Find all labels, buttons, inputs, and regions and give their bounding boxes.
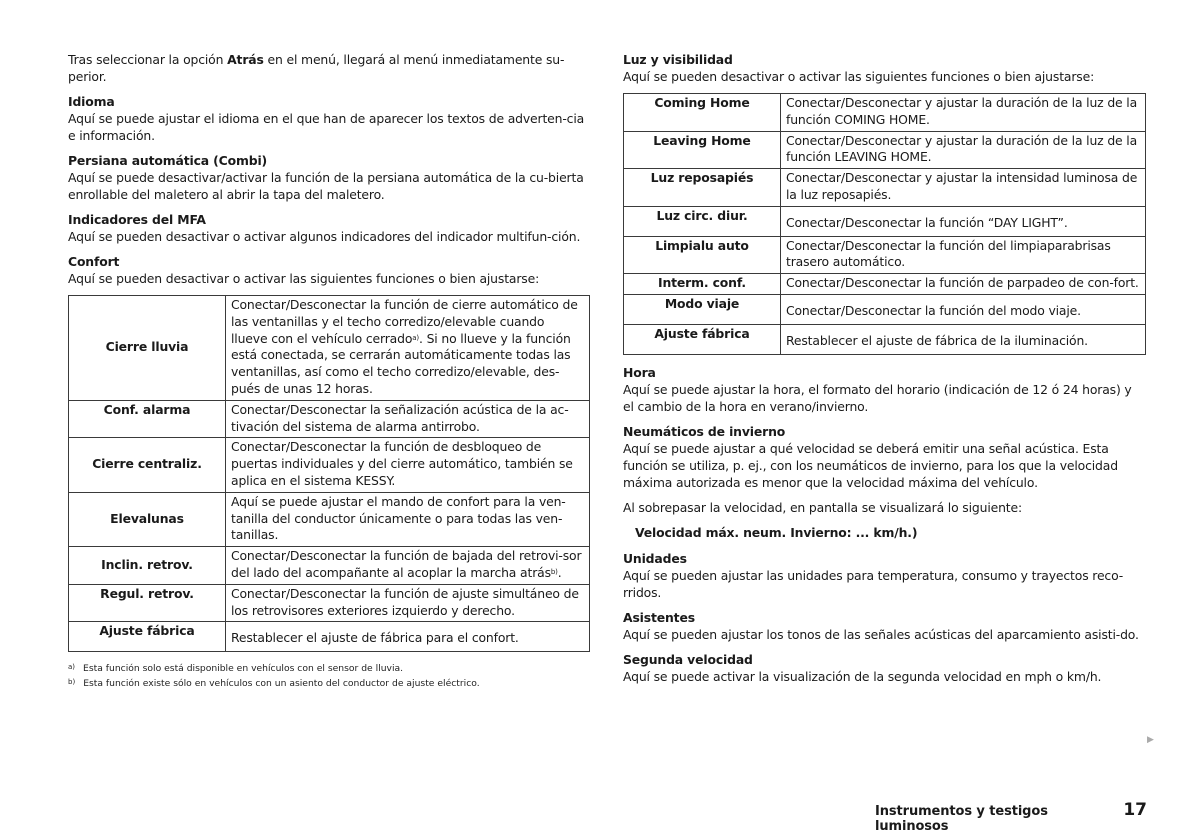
- table-value: Conectar/Desconectar la función del limpiaparabrisas trasero automático.: [781, 236, 1146, 274]
- table-key: Regul. retrov.: [69, 584, 226, 622]
- table-row: [69, 584, 590, 622]
- section-unidades: [623, 550, 1146, 601]
- table-row: [624, 294, 1146, 324]
- section-text: Aquí se pueden ajustar los tonos de las señales acústicas del aparcamiento asisti-do.: [623, 626, 1139, 642]
- section-mfa: [68, 211, 590, 245]
- section-neumaticos: [623, 423, 1146, 491]
- table-row: [69, 296, 590, 401]
- table-value: Conectar/Desconectar la función de parpadeo de con-fort.: [781, 274, 1146, 295]
- table-value: Conectar/Desconectar la señalización acústica de la ac-tivación del sistema de alarma antirrobo.: [226, 400, 590, 438]
- footnote-b: $^{b)}$ Esta función existe sólo en vehículos con un asiento del conductor de ajuste eléctrico.: [68, 678, 480, 690]
- page-footer: [875, 800, 1147, 834]
- section-heading: Indicadores del MFA: [68, 212, 206, 227]
- section-text: Aquí se pueden desactivar o activar algunos indicadores del indicador multifun-ción.: [68, 229, 581, 244]
- table-key: Cierre centraliz.: [69, 438, 226, 492]
- footnote-a: $^{a)}$ Esta función solo está disponible en vehículos con el sensor de lluvia.: [68, 663, 404, 675]
- section-text: Aquí se puede activar la visualización de la segunda velocidad en mph o km/h.: [623, 668, 1102, 684]
- table-key: Modo viaje: [624, 294, 781, 324]
- chapter-title: Instrumentos y testigos luminosos: [875, 804, 1048, 834]
- table-row: [624, 236, 1146, 274]
- section-text: Aquí se puede ajustar la hora, el formato del horario (indicación de 12 ó 24 horas) y el cambio de la hora en verano/invierno.: [623, 381, 1132, 414]
- table-key: Limpialu auto: [624, 236, 781, 274]
- table-row: [69, 400, 590, 438]
- section-heading: Unidades: [623, 550, 687, 566]
- section-text: Al sobrepasar la velocidad, en pantalla se visualizará lo siguiente:: [623, 499, 1022, 515]
- footnote-ref-a[interactable]: a): [412, 333, 420, 342]
- section-text: Aquí se puede ajustar el idioma en el que han de aparecer los textos de adverten-cia e información.: [68, 111, 585, 143]
- table-value: Conectar/Desconectar y ajustar la duración de la luz de la función LEAVING HOME.: [781, 131, 1146, 169]
- table-value: Conectar/Desconectar la función de bajada del retrovi-sor del lado del acompañante al acoplar la marcha atrás$^{b)}$.: [226, 547, 590, 585]
- table-key: Coming Home: [624, 94, 781, 132]
- section-segunda-velocidad: [623, 651, 1146, 685]
- table-row: [624, 94, 1146, 132]
- footnotes: [68, 661, 590, 691]
- table-key: Leaving Home: [624, 131, 781, 169]
- section-persiana: [68, 152, 590, 203]
- section-text: Aquí se pueden desactivar o activar las siguientes funciones o bien ajustarse:: [623, 69, 1095, 84]
- intro-paragraph: Tras seleccionar la opción Atrás en el menú, llegará al menú inmediatamente su-perior.: [68, 52, 565, 84]
- table-key: Conf. alarma: [69, 400, 226, 438]
- table-value: Conectar/Desconectar y ajustar la duración de la luz de la función COMING HOME.: [781, 94, 1146, 132]
- table-row: [624, 206, 1146, 236]
- table-key: Elevalunas: [69, 492, 226, 546]
- continue-arrow-icon: ▶: [1147, 735, 1154, 745]
- table-row: [624, 274, 1146, 295]
- table-row: [69, 547, 590, 585]
- section-text: Aquí se puede desactivar/activar la función de la persiana automática de la cu-bierta enrollable del maletero al abrir la tapa del maletero.: [68, 170, 584, 202]
- table-value: Conectar/Desconectar la función de cierre automático de las ventanillas y el techo corredizo/elevable cuando llueve con el vehículo cerrado$^{a)}$. Si no llueve y la función está conectada, se cerrarán automáticamente todas las ventanillas, así como el techo corredizo/elevable, des-pués de unas 12 horas.: [226, 296, 590, 401]
- section-text: Aquí se pueden ajustar las unidades para temperatura, consumo y trayectos reco-rridos.: [623, 567, 1124, 600]
- table-key: Luz reposapiés: [624, 169, 781, 207]
- section-heading: Hora: [623, 364, 656, 380]
- table-key: Ajuste fábrica: [69, 622, 226, 652]
- table-row: [69, 492, 590, 546]
- left-column: [68, 51, 590, 691]
- display-message: Velocidad máx. neum. Invierno: ... km/h.): [635, 524, 918, 540]
- section-heading: Segunda velocidad: [623, 651, 753, 667]
- footnote-ref-b[interactable]: b): [550, 567, 558, 576]
- table-key: Cierre lluvia: [69, 296, 226, 401]
- right-column: [623, 51, 1146, 693]
- section-confort: [68, 253, 590, 287]
- confort-table: [68, 295, 590, 652]
- section-heading: Persiana automática (Combi): [68, 153, 268, 168]
- section-hora: [623, 364, 1146, 415]
- table-key: Luz circ. diur.: [624, 206, 781, 236]
- table-key: Interm. conf.: [624, 274, 781, 295]
- page-number: 17: [1123, 800, 1147, 820]
- table-value: Conectar/Desconectar la función “DAY LIGHT”.: [781, 206, 1146, 236]
- section-text: Aquí se pueden desactivar o activar las siguientes funciones o bien ajustarse:: [68, 271, 540, 286]
- table-value: Conectar/Desconectar la función de ajuste simultáneo de los retrovisores exteriores izquierdo y derecho.: [226, 584, 590, 622]
- table-value: Aquí se puede ajustar el mando de confort para la ven-tanilla del conductor únicamente o para todas las ven-tanillas.: [226, 492, 590, 546]
- section-luz: [623, 51, 1146, 85]
- table-value: Conectar/Desconectar y ajustar la intensidad luminosa de la luz reposapiés.: [781, 169, 1146, 207]
- table-row: [69, 622, 590, 652]
- table-row: [624, 169, 1146, 207]
- table-row: [69, 438, 590, 492]
- table-value: Restablecer el ajuste de fábrica para el confort.: [226, 622, 590, 652]
- section-heading: Confort: [68, 254, 120, 269]
- section-text: Aquí se puede ajustar a qué velocidad se deberá emitir una señal acústica. Esta función se utiliza, p. ej., con los neumáticos de invierno, para los que la velocidad máxima autorizada es menor que la velocidad máxima del vehículo.: [623, 440, 1118, 490]
- table-value: Restablecer el ajuste de fábrica de la iluminación.: [781, 324, 1146, 354]
- section-heading: Asistentes: [623, 609, 695, 625]
- section-heading: Idioma: [68, 94, 115, 109]
- table-value: Conectar/Desconectar la función de desbloqueo de puertas individuales y del cierre automático, también se aplica en el sistema KESSY.: [226, 438, 590, 492]
- luz-table: [623, 93, 1146, 355]
- table-row: [624, 324, 1146, 354]
- section-idioma: [68, 93, 590, 144]
- section-asistentes: [623, 609, 1146, 643]
- table-key: Inclin. retrov.: [69, 547, 226, 585]
- section-heading: Neumáticos de invierno: [623, 423, 786, 439]
- table-row: [624, 131, 1146, 169]
- atras-option: Atrás: [227, 52, 264, 67]
- table-value: Conectar/Desconectar la función del modo viaje.: [781, 294, 1146, 324]
- section-heading: Luz y visibilidad: [623, 52, 733, 67]
- table-key: Ajuste fábrica: [624, 324, 781, 354]
